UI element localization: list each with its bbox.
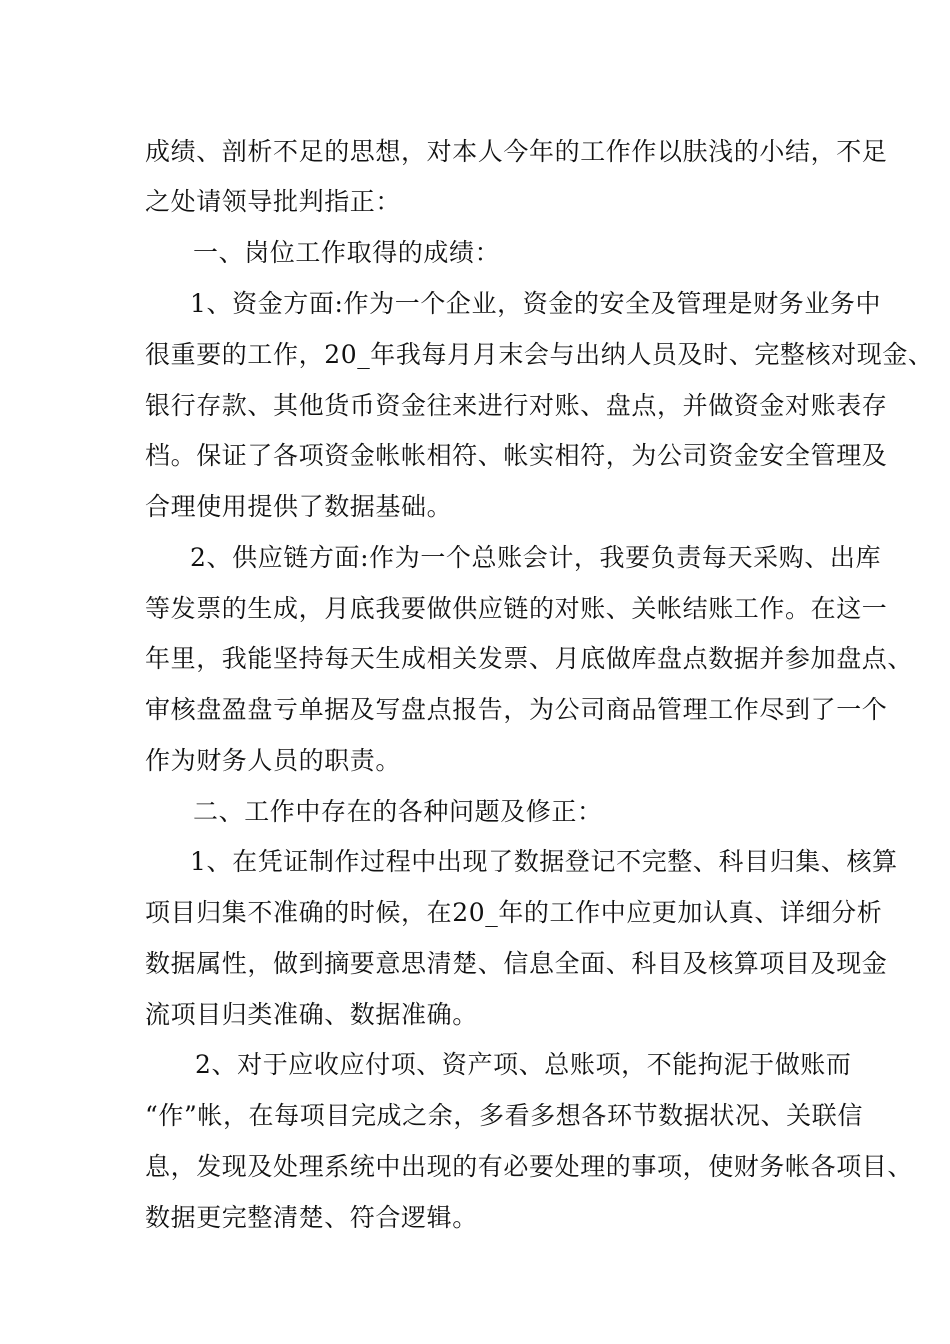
paragraph-line: 1、资金方面:作为一个企业，资金的安全及管理是财务业务中: [190, 289, 882, 318]
paragraph-line: 年里，我能坚持每天生成相关发票、月底做库盘点数据并参加盘点、: [145, 644, 914, 673]
paragraph-line: 之处请领导批判指正：: [145, 187, 402, 216]
paragraph-line: 合理使用提供了数据基础。: [145, 492, 453, 521]
paragraph-line: 档。保证了各项资金帐帐相符、帐实相符，为公司资金安全管理及: [145, 441, 888, 470]
paragraph-line: 2、供应链方面:作为一个总账会计，我要负责每天采购、出库: [190, 543, 882, 572]
paragraph-line: 流项目归类准确、数据准确。: [145, 1000, 478, 1029]
paragraph-line: 1、在凭证制作过程中出现了数据登记不完整、科目归集、核算: [190, 847, 898, 876]
paragraph-line: 息，发现及处理系统中出现的有必要处理的事项，使财务帐各项目、: [145, 1152, 914, 1181]
section-heading: 一、岗位工作取得的成绩：: [193, 238, 501, 267]
paragraph-line: 作为财务人员的职责。: [145, 746, 402, 775]
paragraph-line: 很重要的工作，20_年我每月月末会与出纳人员及时、完整核对现金、: [145, 340, 934, 369]
paragraph-line: 2、对于应收应付项、资产项、总账项，不能拘泥于做账而: [195, 1050, 852, 1079]
paragraph-line: 审核盘盈盘亏单据及写盘点报告，为公司商品管理工作尽到了一个: [145, 695, 888, 724]
paragraph-line: 成绩、剖析不足的思想，对本人今年的工作作以肤浅的小结，不足: [145, 137, 888, 166]
paragraph-line: “作”帐，在每项目完成之余，多看多想各环节数据状况、关联信: [145, 1101, 863, 1130]
paragraph-line: 等发票的生成，月底我要做供应链的对账、关帐结账工作。在这一: [145, 594, 888, 623]
paragraph-line: 数据更完整清楚、符合逻辑。: [145, 1203, 478, 1232]
section-heading: 二、工作中存在的各种问题及修正：: [193, 797, 603, 826]
paragraph-line: 数据属性，做到摘要意思清楚、信息全面、科目及核算项目及现金: [145, 949, 888, 978]
paragraph-line: 项目归集不准确的时候，在20_年的工作中应更加认真、详细分析: [145, 898, 883, 927]
paragraph-line: 银行存款、其他货币资金往来进行对账、盘点，并做资金对账表存: [145, 391, 888, 420]
